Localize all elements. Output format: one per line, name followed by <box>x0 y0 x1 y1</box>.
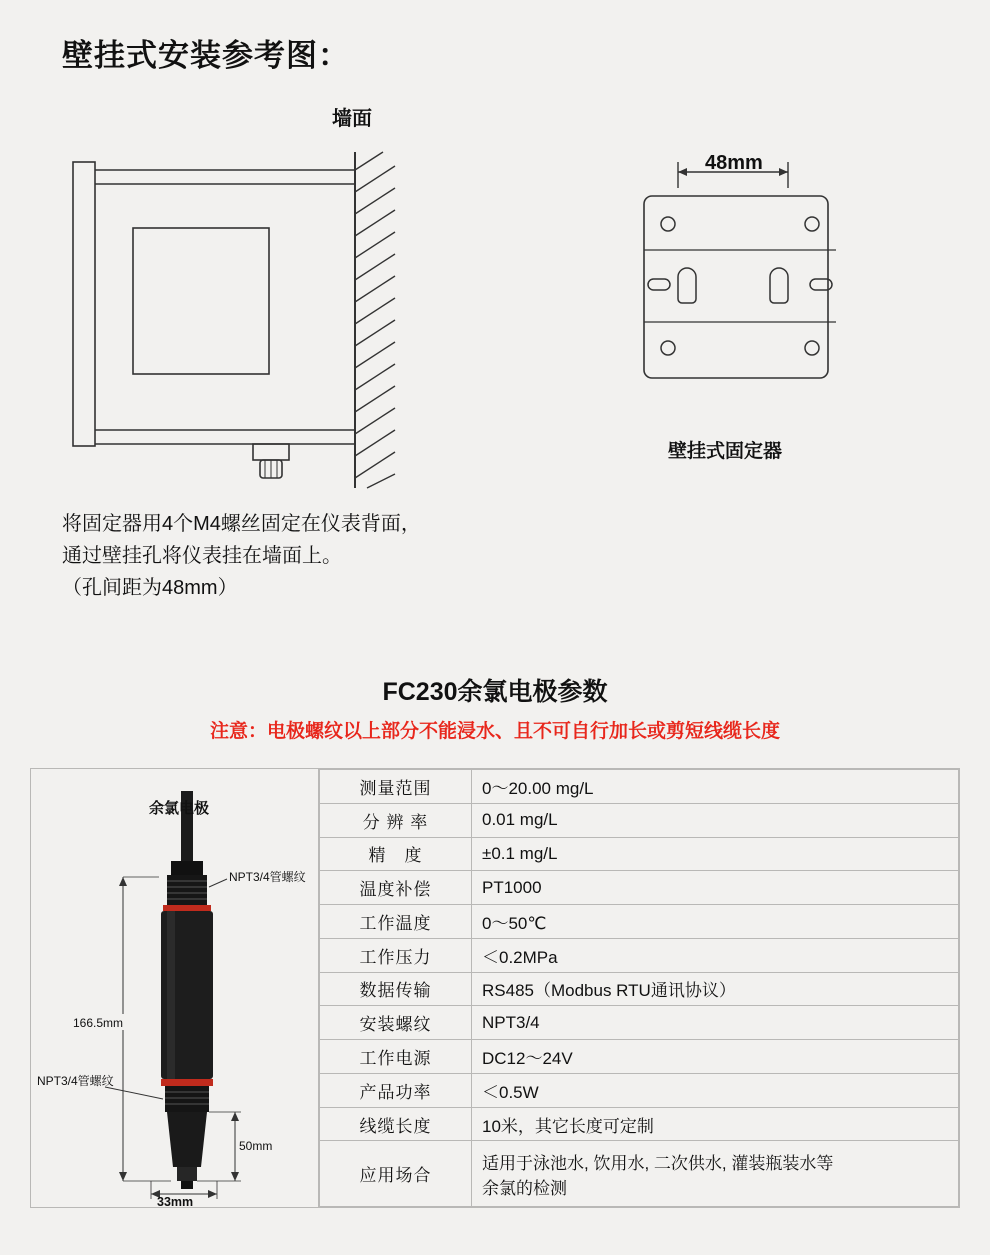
probe-diameter-label: 33mm <box>157 1195 194 1207</box>
table-row <box>320 1107 959 1141</box>
probe-thread-bottom-label: NPT3/4管螺纹 <box>37 1074 114 1088</box>
spec-value <box>472 1141 959 1207</box>
installation-notes <box>62 508 421 604</box>
spec-key: 安装螺纹 <box>320 1006 472 1040</box>
probe-drawing <box>31 769 319 1207</box>
spec-key: 线缆长度 <box>320 1107 472 1141</box>
spec-value-line-2: 余氯的检测 <box>482 1178 567 1198</box>
spec-key: 分 辨 率 <box>320 803 472 837</box>
probe-tip-length-label: 50mm <box>239 1139 273 1153</box>
spec-value: 10米，其它长度可定制 <box>472 1107 959 1141</box>
table-row <box>320 1073 959 1107</box>
table-row <box>320 1141 959 1207</box>
spec-key: 温度补偿 <box>320 871 472 905</box>
wall-bracket-diagram <box>620 140 900 430</box>
spec-value: DC12～24V <box>472 1040 959 1074</box>
bracket-caption: 壁挂式固定器 <box>668 441 783 462</box>
spec-key: 数据传输 <box>320 972 472 1006</box>
table-row <box>320 837 959 871</box>
spec-key: 测量范围 <box>320 770 472 804</box>
probe-length-label: 166.5mm <box>73 1016 124 1030</box>
spec-key: 应用场合 <box>320 1141 472 1207</box>
table-row <box>320 905 959 939</box>
spec-value-line-1: 适用于泳池水, 饮用水, 二次供水, 灌装瓶装水等 <box>482 1153 834 1173</box>
spec-value: NPT3/4 <box>472 1006 959 1040</box>
page-title: 壁挂式安装参考图： <box>62 38 350 73</box>
spec-key: 产品功率 <box>320 1073 472 1107</box>
hole-distance-label: 48mm <box>705 152 763 174</box>
note-line-1: 将固定器用4个M4螺丝固定在仪表背面， <box>62 513 421 535</box>
wall-label: 墙面 <box>332 108 372 130</box>
table-row <box>320 871 959 905</box>
parameters-panel <box>30 768 960 1208</box>
parameters-warning: 注意：电极螺纹以上部分不能浸水、且不可自行加长或剪短线缆长度 <box>209 721 780 742</box>
spec-key: 精 度 <box>320 837 472 871</box>
spec-value: ＜0.5W <box>472 1073 959 1107</box>
table-row <box>320 803 959 837</box>
spec-value: ±0.1 mg/L <box>472 837 959 871</box>
probe-thread-top-label: NPT3/4管螺纹 <box>229 870 306 884</box>
probe-caption: 余氯电极 <box>149 800 210 817</box>
note-line-2: 通过壁挂孔将仪表挂在墙面上。 <box>62 545 342 567</box>
spec-table <box>319 769 959 1207</box>
spec-value: ＜0.2MPa <box>472 938 959 972</box>
spec-key: 工作电源 <box>320 1040 472 1074</box>
table-row <box>320 972 959 1006</box>
spec-key: 工作压力 <box>320 938 472 972</box>
spec-value: 0.01 mg/L <box>472 803 959 837</box>
table-row <box>320 938 959 972</box>
table-row <box>320 770 959 804</box>
spec-value: 0～20.00 mg/L <box>472 770 959 804</box>
spec-key: 工作温度 <box>320 905 472 939</box>
table-row <box>320 1006 959 1040</box>
spec-value: PT1000 <box>472 871 959 905</box>
spec-value: RS485（Modbus RTU通讯协议） <box>472 972 959 1006</box>
parameters-title: FC230余氯电极参数 <box>382 678 608 706</box>
probe-illustration-pane <box>31 769 319 1207</box>
spec-value: 0～50℃ <box>472 905 959 939</box>
note-line-3: （孔间距为48mm） <box>62 577 238 599</box>
wall-mount-side-view-diagram <box>55 140 425 490</box>
table-row <box>320 1040 959 1074</box>
